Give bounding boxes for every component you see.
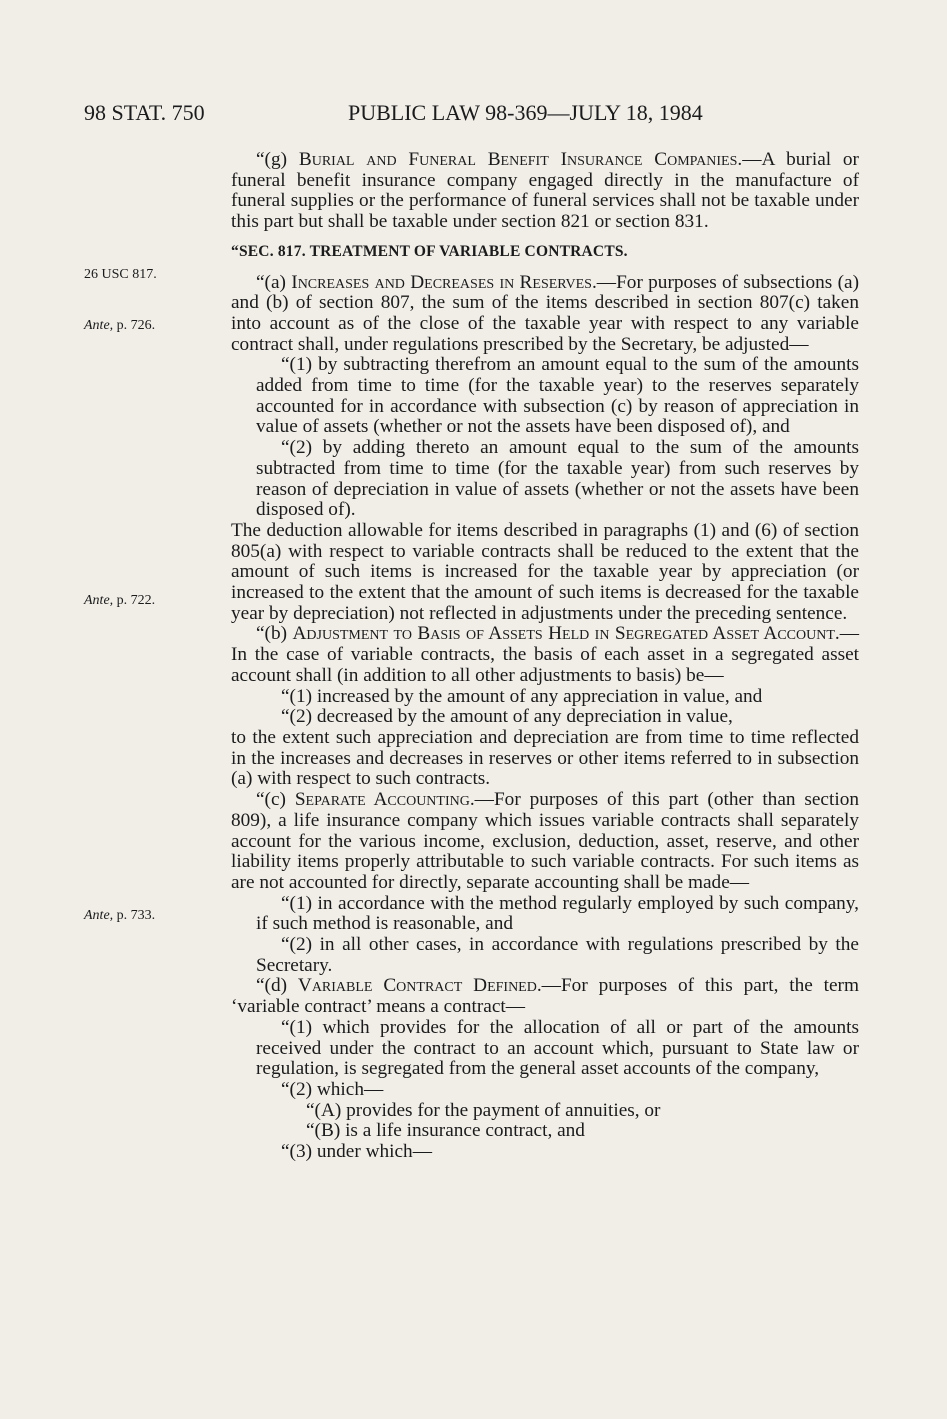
- paragraph-c2: “(2) in all other cases, in accordance with regulations prescribed by the Secretary.: [256, 934, 859, 976]
- subparagraph-d2B: “(B) is a life insurance contract, and: [306, 1120, 585, 1142]
- subsection-c: “(c) Separate Accounting.—For purposes of this part (other than section 809), a life insurance company which issues variable contracts shall separately account for the various income, exclusion, deduction, asset, reserve, and other liability items properly attributable to such variable contracts. For such items as are not accounted for directly, separate accounting shall be made—: [231, 789, 859, 893]
- subsection-a: “(a) Increases and Decreases in Reserves.—For purposes of subsections (a) and (b) of section 807, the sum of the items described in section 807(c) taken into account as of the close of the taxable year with respect to any variable contract shall, under regulations prescribed by the Secretary, be adjusted—: [231, 271, 860, 355]
- paragraph-b1: “(1) increased by the amount of any appreciation in value, and: [281, 685, 763, 707]
- subsection-b-flush-text: to the extent such appreciation and depreciation are from time to time reflected in the increases and decreases in reserves or other items referred to in subsection (a) with respect to such contracts.: [231, 726, 859, 790]
- statute-text: [231, 150, 859, 1163]
- margin-note-ante-733: Ante, p. 733.: [84, 908, 156, 923]
- margin-note-usc: 26 USC 817.: [84, 267, 157, 282]
- subsection-b: “(b) Adjustment to Basis of Assets Held in Segregated Asset Account.—In the case of variable contracts, the basis of each asset in a segregated asset account shall (in addition to all other adjustments to basis) be—: [231, 623, 859, 686]
- paragraph-d2: “(2) which—: [281, 1078, 384, 1100]
- paragraph-d1: “(1) which provides for the allocation of all or part of the amounts received under the contract to an account which, pursuant to State law or regulation, is segregated from the general asset accounts of the company,: [256, 1016, 859, 1080]
- margin-note-ante-726: Ante, p. 726.: [84, 318, 156, 333]
- subsection-a-flush-text: The deduction allowable for items described in paragraphs (1) and (6) of section 805(a) with respect to variable contracts shall be reduced to the extent that the amount of such items is increased for the taxable year by appreciation (or increased to the extent that the amount of such items is decreased for the taxable year by depreciation) not reflected in adjustments under the preceding sentence.: [231, 519, 859, 624]
- paragraph-d3: “(3) under which—: [281, 1141, 432, 1163]
- margin-note-ante-722: Ante, p. 722.: [84, 593, 156, 608]
- paragraph-a2: “(2) by adding thereto an amount equal to the sum of the amounts subtracted from time to time (for the taxable year) from such reserves by reason of depreciation in value of assets (whether or not the assets have been disposed of).: [256, 437, 859, 521]
- subparagraph-d2A: “(A) provides for the payment of annuities, or: [306, 1099, 661, 1121]
- paragraph-c1: “(1) in accordance with the method regularly employed by such company, if such method is reasonable, and: [256, 892, 859, 935]
- page-header: [84, 100, 844, 134]
- subsection-g: “(g) Burial and Funeral Benefit Insurance Companies.—A burial or funeral benefit insurance company engaged directly in the manufacture of funeral supplies or the performance of funeral services shall not be taxable under this part but shall be taxable under section 821 or section 831.: [231, 149, 859, 233]
- paragraph-a1: “(1) by subtracting therefrom an amount equal to the sum of the amounts added from time to time (for the taxable year) to the reserves separately accounted for in accordance with subsection (c) by reason of appreciation in value of assets (whether or not the assets have been disposed of), and: [256, 354, 859, 438]
- paragraph-b2: “(2) decreased by the amount of any depreciation in value,: [281, 706, 733, 728]
- law-title-date: PUBLIC LAW 98-369—JULY 18, 1984: [348, 100, 703, 125]
- statute-page-number: 98 STAT. 750: [84, 100, 205, 125]
- subsection-d: “(d) Variable Contract Defined.—For purposes of this part, the term ‘variable contract’ means a contract—: [231, 975, 859, 1018]
- section-817-heading: “SEC. 817. TREATMENT OF VARIABLE CONTRACTS.: [231, 242, 628, 260]
